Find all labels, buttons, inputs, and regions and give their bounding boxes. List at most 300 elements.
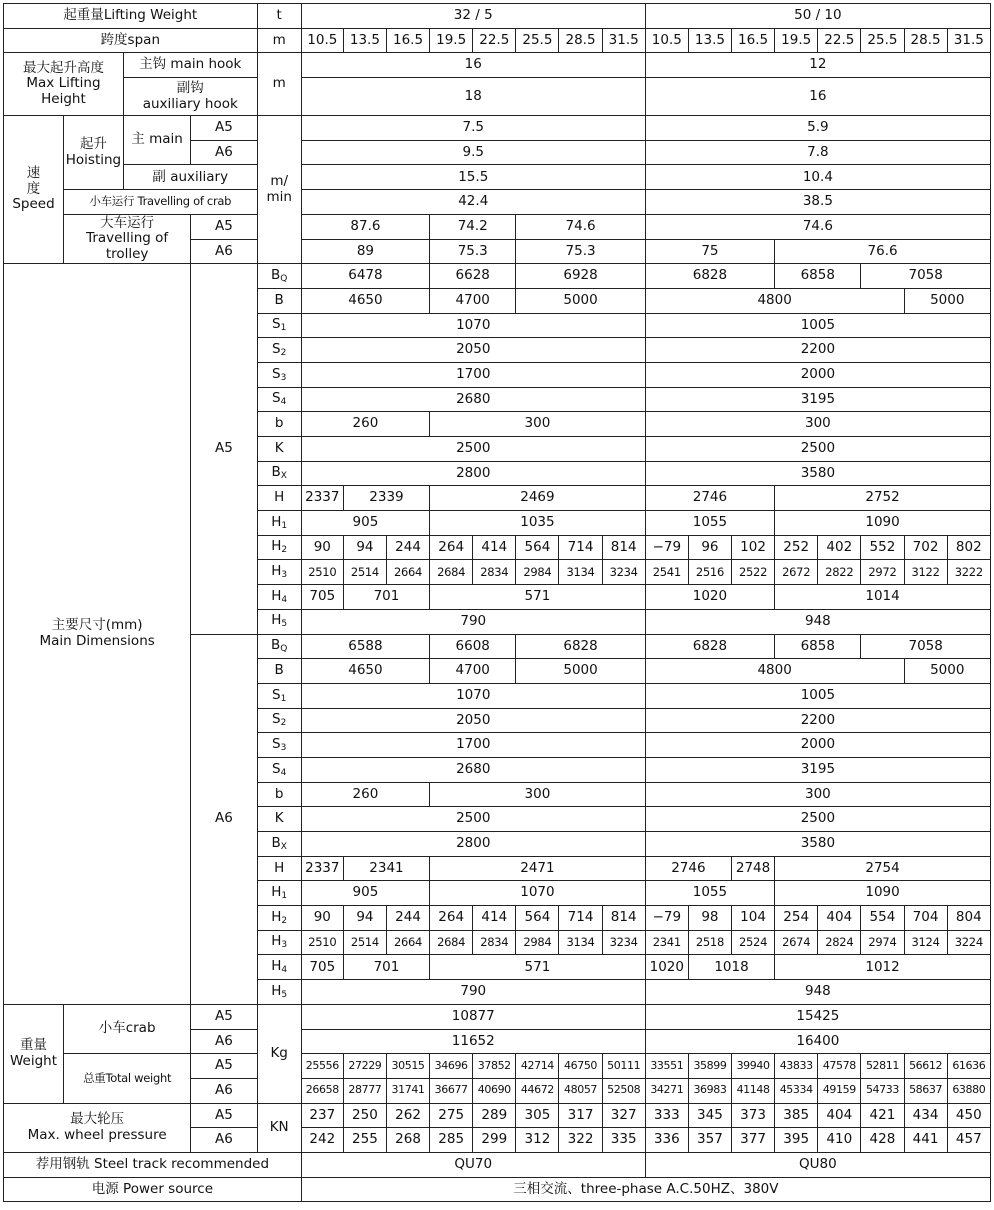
weight-cell: 47578 (818, 1054, 861, 1079)
dim-cell: 3234 (602, 560, 645, 585)
wheel-cell: 450 (947, 1103, 990, 1128)
duty-a5: A5 (191, 1103, 257, 1128)
trolley-travel-label-en: Travelling of trolley (86, 230, 169, 262)
sym-h3: $H_3$ (257, 560, 301, 585)
aux-hook-label (123, 78, 257, 116)
speed-crab-50: 38.5 (645, 190, 990, 215)
weight-cell: 37852 (473, 1054, 516, 1079)
hoist-aux-label: 副 auxiliary (123, 165, 257, 190)
speed-label-en: Speed (12, 196, 55, 213)
wheel-cell: 421 (861, 1103, 904, 1128)
trolley-a5-cell: 74.2 (430, 214, 516, 239)
dim-cell: 2664 (386, 560, 429, 585)
row-dim-a5-bq (4, 264, 991, 289)
row-lifting-weight (4, 4, 991, 29)
span-cell: 22.5 (473, 28, 516, 53)
dim-cell: 4800 (645, 288, 904, 313)
weight-cell: 40690 (473, 1078, 516, 1103)
dim-cell: 2337 (301, 486, 343, 511)
speed-label (4, 116, 64, 264)
span-cell: 28.5 (904, 28, 947, 53)
weight-cell: 43833 (775, 1054, 818, 1079)
row-max-lift-main (4, 53, 991, 78)
wheel-pressure-label-en: Max. wheel pressure (27, 1126, 167, 1143)
trolley-a6-cell: 89 (301, 239, 429, 264)
dim-cell: 1020 (645, 955, 688, 980)
dim-cell: 260 (301, 412, 429, 437)
span-cell: 31.5 (947, 28, 990, 53)
speed-crab-32: 42.4 (301, 190, 645, 215)
max-lift-label-en1: Max Lifting (26, 75, 101, 92)
row-steel-track (4, 1152, 991, 1177)
dim-cell: 2674 (775, 930, 818, 955)
dim-cell: 2541 (645, 560, 688, 585)
weight-cell: 11652 (301, 1029, 645, 1054)
dim-cell: 701 (343, 955, 429, 980)
dim-cell: 6928 (516, 264, 645, 289)
dim-cell: 2680 (301, 387, 645, 412)
weight-cell: 35899 (688, 1054, 731, 1079)
dim-cell: 2514 (343, 930, 386, 955)
weight-label-en: Weight (9, 1052, 57, 1069)
trolley-a5-cell: 74.6 (645, 214, 990, 239)
dim-cell: 244 (386, 906, 429, 931)
dim-cell: 2000 (645, 362, 990, 387)
sym-bx: $B_X$ (257, 832, 301, 857)
hoisting-label (63, 116, 123, 190)
dim-cell: 6828 (645, 634, 774, 659)
dim-cell: 2984 (516, 560, 559, 585)
dim-cell: 7058 (861, 634, 991, 659)
crane-spec-table (3, 3, 991, 1202)
weight-cell: 36677 (430, 1078, 473, 1103)
sym-h2: $H_2$ (257, 906, 301, 931)
dim-cell: 1055 (645, 881, 774, 906)
span-cell: 19.5 (775, 28, 818, 53)
weight-label (4, 1004, 64, 1103)
sym-bx: $B_X$ (257, 461, 301, 486)
steel-track-50: QU80 (645, 1152, 990, 1177)
power-source-value: 三相交流、three-phase A.C.50HZ、380V (301, 1177, 990, 1202)
sym-b-lower: b (257, 412, 301, 437)
dim-cell: 4700 (430, 659, 516, 684)
row-max-lift-aux (4, 78, 991, 116)
dim-cell: 2822 (818, 560, 861, 585)
sym-s1: $S_1$ (257, 683, 301, 708)
dim-cell: 6628 (430, 264, 516, 289)
dim-cell: 2518 (688, 930, 731, 955)
dim-cell: 2050 (301, 338, 645, 363)
wheel-cell: 289 (473, 1103, 516, 1128)
span-cell: 10.5 (301, 28, 343, 53)
dim-cell: 3195 (645, 757, 990, 782)
dim-cell: 714 (559, 906, 602, 931)
dim-cell: −79 (645, 535, 688, 560)
weight-cell: 63880 (947, 1078, 990, 1103)
weight-cell: 10877 (301, 1004, 645, 1029)
span-cell: 13.5 (688, 28, 731, 53)
dim-cell: 4650 (301, 659, 429, 684)
dim-cell: 2500 (645, 807, 990, 832)
max-lift-unit: m (257, 53, 301, 116)
duty-a5: A5 (191, 1054, 257, 1079)
duty-a6: A6 (191, 1128, 257, 1153)
dim-cell: 1700 (301, 362, 645, 387)
dim-cell: 2680 (301, 757, 645, 782)
dim-cell: 4800 (645, 659, 904, 684)
dim-cell: 2200 (645, 338, 990, 363)
dim-cell: 1035 (430, 511, 646, 536)
dim-cell: 948 (645, 980, 990, 1005)
dim-cell: 6588 (301, 634, 429, 659)
dim-cell: 94 (343, 535, 386, 560)
dim-cell: 2746 (645, 856, 731, 881)
dim-cell: 2754 (775, 856, 991, 881)
dim-cell: 2974 (861, 930, 904, 955)
dim-cell: 414 (473, 535, 516, 560)
steel-track-32: QU70 (301, 1152, 645, 1177)
speed-aux-32: 15.5 (301, 165, 645, 190)
sym-h5: $H_5$ (257, 980, 301, 1005)
wheel-cell: 237 (301, 1103, 343, 1128)
dim-cell: 260 (301, 782, 429, 807)
dim-cell: 2746 (645, 486, 774, 511)
wheel-cell: 377 (732, 1128, 775, 1153)
dim-cell: 2834 (473, 560, 516, 585)
weight-cell: 52508 (602, 1078, 645, 1103)
weight-cell: 45334 (775, 1078, 818, 1103)
duty-a6: A6 (191, 1078, 257, 1103)
wheel-pressure-label-cn: 最大轮压 (70, 1111, 125, 1128)
wheel-cell: 410 (818, 1128, 861, 1153)
dim-cell: 2972 (861, 560, 904, 585)
dim-cell: 704 (904, 906, 947, 931)
dim-cell: 814 (602, 535, 645, 560)
dim-cell: 2684 (430, 930, 473, 955)
sym-h5: $H_5$ (257, 609, 301, 634)
weight-cell: 16400 (645, 1029, 990, 1054)
weight-cell: 49159 (818, 1078, 861, 1103)
sym-bq: $B_Q$ (257, 264, 301, 289)
dim-cell: 702 (904, 535, 947, 560)
dim-cell: 102 (732, 535, 775, 560)
dim-cell: 1005 (645, 313, 990, 338)
sym-b-upper: B (257, 659, 301, 684)
dim-cell: 414 (473, 906, 516, 931)
dim-cell: 300 (430, 782, 646, 807)
dim-cell: 3122 (904, 560, 947, 585)
weight-cell: 44672 (516, 1078, 559, 1103)
dim-cell: 2748 (732, 856, 775, 881)
wheel-cell: 333 (645, 1103, 688, 1128)
speed-main-a5-50: 5.9 (645, 116, 990, 141)
sym-h4: $H_4$ (257, 955, 301, 980)
wheel-pressure-label (4, 1103, 191, 1152)
dim-cell: 6858 (775, 634, 861, 659)
span-cell: 19.5 (430, 28, 473, 53)
sym-h: H (257, 856, 301, 881)
dim-cell: 2500 (301, 437, 645, 462)
dim-cell: 4650 (301, 288, 429, 313)
wheel-cell: 305 (516, 1103, 559, 1128)
wheel-cell: 327 (602, 1103, 645, 1128)
dim-cell: 1055 (645, 511, 774, 536)
duty-a6: A6 (191, 239, 257, 264)
speed-main-a6-50: 7.8 (645, 140, 990, 165)
weight-cell: 42714 (516, 1054, 559, 1079)
wheel-cell: 322 (559, 1128, 602, 1153)
sym-s3: $S_3$ (257, 733, 301, 758)
dim-cell: 1020 (645, 585, 774, 610)
dim-cell: 571 (430, 585, 646, 610)
aux-hook-label-en: auxiliary hook (142, 95, 238, 112)
trolley-a5-cell: 74.6 (516, 214, 645, 239)
dim-cell: 2510 (301, 560, 343, 585)
dim-cell: 2824 (818, 930, 861, 955)
weight-cell: 31741 (386, 1078, 429, 1103)
hoist-main-label: 主 main (123, 116, 190, 165)
wheel-cell: 262 (386, 1103, 429, 1128)
row-speed-crab (4, 190, 991, 215)
sym-h3: $H_3$ (257, 930, 301, 955)
dim-cell: 790 (301, 980, 645, 1005)
wheel-cell: 250 (343, 1103, 386, 1128)
sym-k: K (257, 437, 301, 462)
total-weight-label: 总重Total weight (63, 1054, 190, 1103)
dim-cell: 1700 (301, 733, 645, 758)
dim-cell: 2516 (688, 560, 731, 585)
dim-cell: 300 (430, 412, 646, 437)
duty-a6: A6 (191, 1029, 257, 1054)
crab-weight-label: 小车crab (63, 1004, 190, 1053)
dim-cell: 705 (301, 585, 343, 610)
dim-cell: 3580 (645, 832, 990, 857)
span-cell: 22.5 (818, 28, 861, 53)
dim-cell: 804 (947, 906, 990, 931)
row-wheel-a5 (4, 1103, 991, 1128)
span-cell: 25.5 (861, 28, 904, 53)
weight-cell: 33551 (645, 1054, 688, 1079)
dim-cell: 2339 (343, 486, 429, 511)
sym-h1: $H_1$ (257, 511, 301, 536)
row-weight-total-a5 (4, 1054, 991, 1079)
dim-cell: 90 (301, 906, 343, 931)
dim-cell: 1014 (775, 585, 991, 610)
dim-cell: 3134 (559, 560, 602, 585)
dim-cell: 802 (947, 535, 990, 560)
dim-cell: 1018 (688, 955, 774, 980)
wheel-cell: 434 (904, 1103, 947, 1128)
dim-cell: 2672 (775, 560, 818, 585)
group-32-5: 32 / 5 (301, 4, 645, 29)
dim-cell: 5000 (516, 659, 645, 684)
wheel-cell: 255 (343, 1128, 386, 1153)
row-power-source (4, 1177, 991, 1202)
main-hook-label: 主钩 main hook (123, 53, 257, 78)
dim-cell: 4700 (430, 288, 516, 313)
weight-cell: 56612 (904, 1054, 947, 1079)
wheel-cell: 385 (775, 1103, 818, 1128)
trolley-a6-cell: 75 (645, 239, 774, 264)
crab-travel-label: 小车运行 Travelling of crab (63, 190, 257, 215)
dim-cell: 1070 (301, 683, 645, 708)
dim-cell: 564 (516, 535, 559, 560)
weight-cell: 61636 (947, 1054, 990, 1079)
sym-b-lower: b (257, 782, 301, 807)
dim-cell: 2800 (301, 832, 645, 857)
wheel-cell: 428 (861, 1128, 904, 1153)
dim-group-a5: A5 (191, 264, 257, 634)
wheel-unit: KN (257, 1103, 301, 1152)
weight-cell: 26658 (301, 1078, 343, 1103)
dim-cell: 2471 (430, 856, 646, 881)
max-lift-aux-50: 16 (645, 78, 990, 116)
max-lift-aux-32: 18 (301, 78, 645, 116)
sym-s2: $S_2$ (257, 708, 301, 733)
span-cell: 25.5 (516, 28, 559, 53)
dim-cell: 7058 (861, 264, 991, 289)
speed-main-a5-32: 7.5 (301, 116, 645, 141)
span-cell: 16.5 (732, 28, 775, 53)
dim-cell: 564 (516, 906, 559, 931)
speed-main-a6-32: 9.5 (301, 140, 645, 165)
main-dimensions-label-en: Main Dimensions (39, 633, 155, 649)
sym-s4: $S_4$ (257, 387, 301, 412)
wheel-cell: 357 (688, 1128, 731, 1153)
dim-cell: 300 (645, 782, 990, 807)
dim-cell: 300 (645, 412, 990, 437)
weight-cell: 27229 (343, 1054, 386, 1079)
dim-cell: 90 (301, 535, 343, 560)
sym-h2: $H_2$ (257, 535, 301, 560)
wheel-cell: 268 (386, 1128, 429, 1153)
dim-cell: 3234 (602, 930, 645, 955)
dim-cell: 94 (343, 906, 386, 931)
dim-cell: 948 (645, 609, 990, 634)
sym-s1: $S_1$ (257, 313, 301, 338)
duty-a6: A6 (191, 140, 257, 165)
dim-cell: 571 (430, 955, 646, 980)
dim-cell: 814 (602, 906, 645, 931)
weight-cell: 34271 (645, 1078, 688, 1103)
trolley-travel-label (63, 214, 190, 263)
weight-unit: Kg (257, 1004, 301, 1103)
speed-aux-50: 10.4 (645, 165, 990, 190)
weight-cell: 34696 (430, 1054, 473, 1079)
wheel-cell: 242 (301, 1128, 343, 1153)
dim-cell: 705 (301, 955, 343, 980)
wheel-cell: 317 (559, 1103, 602, 1128)
span-unit: m (257, 28, 301, 53)
sym-bq: $B_Q$ (257, 634, 301, 659)
weight-cell: 52811 (861, 1054, 904, 1079)
wheel-cell: 285 (430, 1128, 473, 1153)
trolley-a6-cell: 76.6 (775, 239, 991, 264)
wheel-cell: 395 (775, 1128, 818, 1153)
max-lift-label (4, 53, 124, 116)
sym-s3: $S_3$ (257, 362, 301, 387)
dim-cell: 1070 (430, 881, 646, 906)
speed-label-cn1: 速 (26, 165, 41, 182)
weight-cell: 28777 (343, 1078, 386, 1103)
spec-table-wrapper (3, 3, 991, 1202)
wheel-cell: 441 (904, 1128, 947, 1153)
weight-cell: 41148 (732, 1078, 775, 1103)
wheel-cell: 404 (818, 1103, 861, 1128)
dim-cell: 3222 (947, 560, 990, 585)
dim-cell: 2050 (301, 708, 645, 733)
dim-cell: 2800 (301, 461, 645, 486)
row-speed-main-a5 (4, 116, 991, 141)
dim-cell: 5000 (516, 288, 645, 313)
span-cell: 31.5 (602, 28, 645, 53)
dim-cell: 6608 (430, 634, 516, 659)
dim-cell: 104 (732, 906, 775, 931)
wheel-cell: 457 (947, 1128, 990, 1153)
sym-h4: $H_4$ (257, 585, 301, 610)
dim-cell: 2200 (645, 708, 990, 733)
dim-cell: 404 (818, 906, 861, 931)
dim-cell: 1090 (775, 511, 991, 536)
dim-cell: 1070 (301, 313, 645, 338)
max-lift-label-en2: Height (41, 90, 86, 107)
span-cell: 13.5 (343, 28, 386, 53)
wheel-cell: 335 (602, 1128, 645, 1153)
dim-cell: 402 (818, 535, 861, 560)
weight-cell: 36983 (688, 1078, 731, 1103)
speed-label-cn2: 度 (26, 180, 41, 197)
wheel-cell: 312 (516, 1128, 559, 1153)
dim-cell: 2510 (301, 930, 343, 955)
dim-cell: 714 (559, 535, 602, 560)
duty-a5: A5 (191, 214, 257, 239)
row-span (4, 28, 991, 53)
wheel-cell: 345 (688, 1103, 731, 1128)
dim-cell: 2341 (645, 930, 688, 955)
dim-cell: 2752 (775, 486, 991, 511)
main-dimensions-label (4, 264, 191, 1005)
dim-cell: 554 (861, 906, 904, 931)
wheel-cell: 373 (732, 1103, 775, 1128)
speed-unit-1: m/ (270, 173, 289, 190)
sym-s4: $S_4$ (257, 757, 301, 782)
sym-k: K (257, 807, 301, 832)
dim-cell: 5000 (904, 288, 991, 313)
dim-cell: 254 (775, 906, 818, 931)
dim-cell: 1005 (645, 683, 990, 708)
trolley-travel-label-cn: 大车运行 (100, 214, 155, 231)
dim-cell: 2984 (516, 930, 559, 955)
weight-cell: 48057 (559, 1078, 602, 1103)
dim-cell: 2522 (732, 560, 775, 585)
dim-cell: 3124 (904, 930, 947, 955)
dim-cell: 2684 (430, 560, 473, 585)
weight-cell: 15425 (645, 1004, 990, 1029)
span-cell: 10.5 (645, 28, 688, 53)
sym-s2: $S_2$ (257, 338, 301, 363)
power-source-label: 电源 Power source (4, 1177, 302, 1202)
dim-cell: 2337 (301, 856, 343, 881)
dim-cell: 1012 (775, 955, 991, 980)
dim-cell: 552 (861, 535, 904, 560)
dim-cell: 790 (301, 609, 645, 634)
dim-cell: 98 (688, 906, 731, 931)
dim-cell: 2524 (732, 930, 775, 955)
duty-a5: A5 (191, 1004, 257, 1029)
dim-cell: 2664 (386, 930, 429, 955)
trolley-a6-cell: 75.3 (516, 239, 645, 264)
lifting-weight-label: 起重量Lifting Weight (4, 4, 258, 29)
